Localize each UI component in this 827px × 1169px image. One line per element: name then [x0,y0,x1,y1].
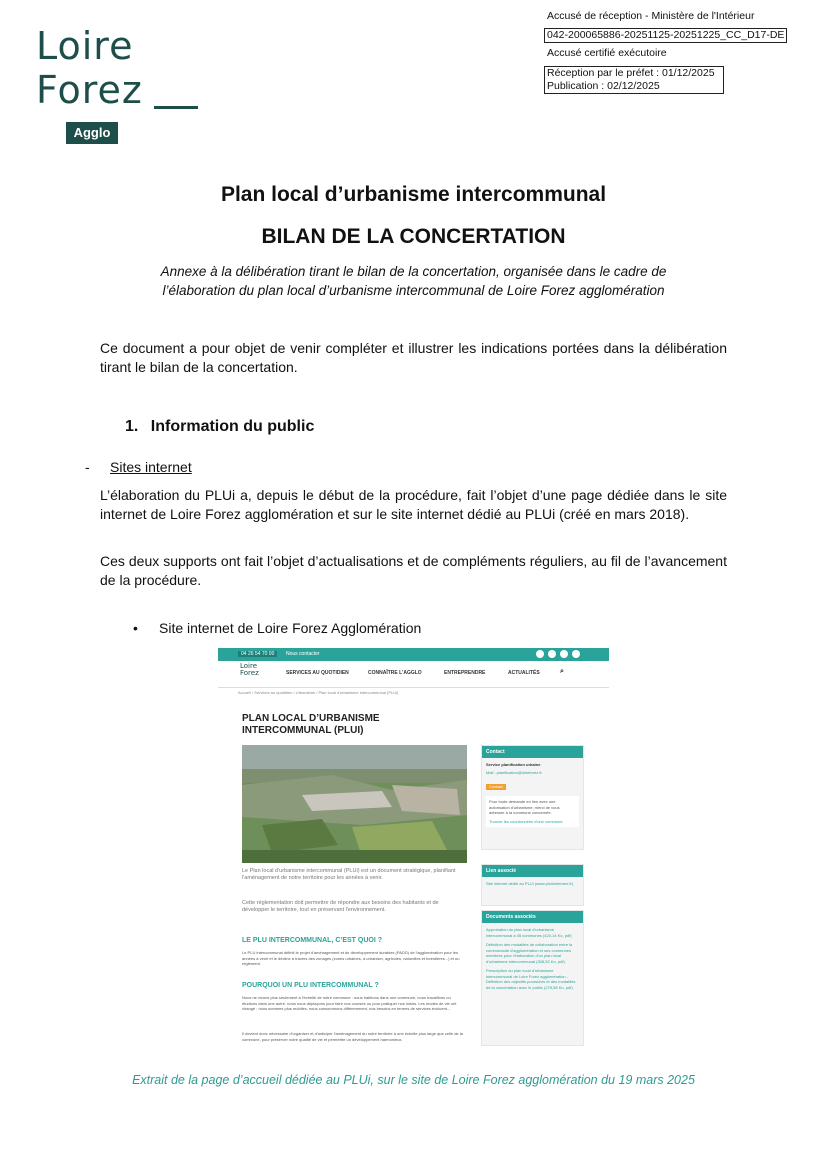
intro-paragraph: Ce document a pour objet de venir compléter et illustrer les indications portées dans la délibération tirant le bilan de la concertation. [100,340,727,375]
site-link-box [481,864,584,906]
social-icon [548,650,556,658]
site-page-title [242,713,380,737]
site-title-line2: INTERCOMMUNAL (PLUI) [242,725,364,736]
site-logo-line2: Forez [240,669,259,677]
site-contact-mail: Mail : planification@loireforez.fr [486,769,542,775]
site-text-why-1: Nous ne vivons plus seulement à l'échelle de notre commune : nous habitons dans une commune, nous travaillons ou étudions dans une autre, nous nous déplaçons pour faire nos courses ou pour pratiquer nos loisirs. Les modes de vie ont changé : nous sommes plus mobiles, nous consommons différemment, nos besoins en termes de services évoluent... [242,995,457,1011]
site-logo [240,663,259,677]
site-doc-item: Approbation du plan local d'urbanisme intercommunal à 45 communes (420,14 Ko, pdf) [486,927,572,938]
site-doc-item: Définition des modalités de collaboration entre la communauté d'agglomération et ses communes membres pour l'élaboration d'un plan local d'urbanisme intercommunal (308,52 Ko, pdf) [486,942,573,964]
site-navbar [218,661,609,688]
site-intro-text-2: Cette réglementation doit permettre de répondre aux besoins des habitants et de développer le territoire, tout en préservant l'environnement. [242,900,439,913]
site-logo-line1: Loire [240,662,258,670]
logo-loire-forez-agglo [36,24,206,150]
site-contact-head: Contact [482,746,583,758]
site-contact-service: Service planification urbaine [486,762,541,767]
website-screenshot [218,648,609,1054]
site-search-icon: ⌕ [560,668,564,675]
site-contact-note-text: Pour toute demande en lien avec une autorisation d'urbanisme, merci de vous adresser à la commune concernée. [489,799,560,815]
stamp-certified: Accusé certifié exécutoire [547,47,667,59]
section-title: Information du public [150,418,315,435]
social-icon [560,650,568,658]
annex-description [0,262,827,300]
bullet-site-loire-forez: Site internet de Loire Forez Agglomération [159,620,422,636]
stamp-line-reception: Accusé de réception - Ministère de l'Intérieur [547,10,755,22]
stamp-publication-date: Publication : 02/12/2025 [547,80,660,92]
paragraph-pluai-web: L’élaboration du PLUi a, depuis le début de la procédure, fait l’objet d’une page dédiée dans le site internet de Loire Forez agglomération et sur le site internet dédié au PLUi (créé en mars 2018). [100,487,727,522]
site-contact-note [486,796,579,827]
site-contact-link: Nous contacter [286,651,320,657]
site-contact-find-link: Trouver les coordonnées d'une commune [489,818,563,824]
site-heading-what: LE PLU INTERCOMMUNAL, C’EST QUOI ? [242,937,382,944]
site-doc-item: Prescription du plan local d'urbanisme intercommunal de Loire Forez agglomération - Définition des objectifs poursuivis et des modalités de la concertation avec le public (275,58 Ko, pdf) [486,968,576,990]
annex-line-2: l’élaboration du plan local d’urbanisme intercommunal de Loire Forez agglomération [162,283,665,298]
site-contact-box [481,745,584,850]
site-aerial-photo [242,745,467,863]
stamp-id: 042-200065886-20251125-20251225_CC_D17-DE [544,28,787,43]
site-title-line1: PLAN LOCAL D’URBANISME [242,713,380,724]
logo-agglo-badge: Agglo [66,122,118,144]
site-nav-entreprendre: ENTREPRENDRE [444,670,486,676]
section-number: 1. [125,418,139,435]
logo-swoosh [154,106,198,109]
paragraph-updates: Ces deux supports ont fait l’objet d’actualisations et de compléments réguliers, au fil de l’avancement de la procédure. [100,553,727,588]
site-topbar [218,648,609,661]
document-subtitle: BILAN DE LA CONCERTATION [261,225,566,248]
social-icon [536,650,544,658]
document-title: Plan local d’urbanisme intercommunal [220,183,607,206]
site-phone: 04 26 54 70 00 [238,651,277,657]
site-docs-head: Documents associés [482,911,583,923]
site-nav-services: SERVICES AU QUOTIDIEN [286,670,349,676]
stamp-dates [544,66,724,94]
logo-word-loire: Loire [36,24,134,68]
site-intro-text-1: Le Plan local d'urbanisme intercommunal (PLUi) est un document stratégique, planifiant l'aménagement de notre territoire pour les années à venir. [242,868,456,881]
annex-line-1: Annexe à la délibération tirant le bilan de la concertation, organisée dans le cadre de [160,264,667,279]
bullet-dot: • [133,620,138,636]
figure-caption: Extrait de la page d’accueil dédiée au PLUi, sur le site de Loire Forez agglomération du 19 mars 2025 [132,1073,695,1087]
site-breadcrumb: Accueil / Services au quotidien / Urbanisme / Plan local d'urbanisme intercommunal (PLUi) [238,690,399,695]
stamp-reception-date: Réception par le préfet : 01/12/2025 [547,67,715,79]
dash-bullet: - [85,459,90,475]
social-icon [572,650,580,658]
site-link-item: Site internet dédié au PLUi (www.pluiloireforez.fr) [486,881,574,886]
site-nav-agglo: CONNAÎTRE L'AGGLO [368,670,422,676]
site-nav-actualites: ACTUALITÉS [508,670,540,676]
site-link-head: Lien associé [482,865,583,877]
logo-word-forez: Forez [36,68,143,112]
site-contact-tag: Contact [486,784,506,790]
site-text-what: Le PLU intercommunal définit le projet d'aménagement et de développement durables (PADD) de l'agglomération pour les années à venir et le décline à travers des zonages (zones urbaines, à urbaniser, agricoles, naturelles et forestières...) et un règlement. [242,950,460,966]
section-heading-1 [125,418,314,436]
site-docs-box [481,910,584,1046]
site-heading-why: POURQUOI UN PLU INTERCOMMUNAL ? [242,982,379,989]
subsection-sites-internet: Sites internet [110,459,192,475]
site-text-why-2: Il devient donc nécessaire d'organiser et d'anticiper l'aménagement du notre territoire à une échelle plus large que celle de la commune, pour préserver notre qualité de vie et permettre un développement harmonieux. [242,1031,463,1042]
